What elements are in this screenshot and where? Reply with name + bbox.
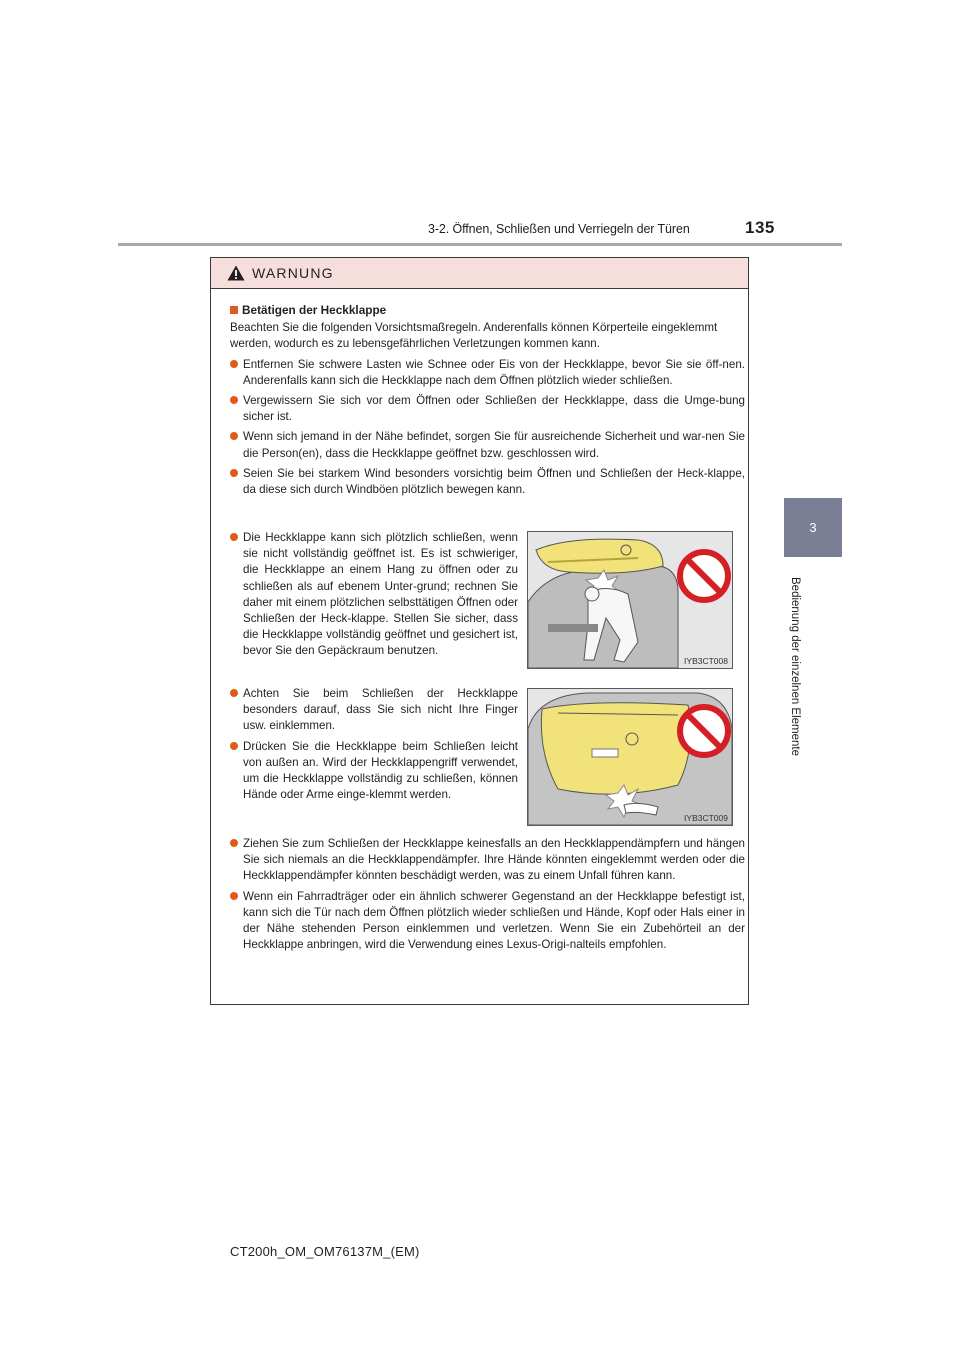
figure-tailgate-slope bbox=[527, 531, 733, 669]
list-item: Seien Sie bei starkem Wind besonders vorsichtig beim Öffnen und Schließen der Heck-klappe, da diese sich durch Windböen plötzlich bewegen kann. bbox=[230, 466, 745, 498]
chapter-tab: 3 bbox=[784, 498, 842, 557]
list-item: Vergewissern Sie sich vor dem Öffnen oder Schließen der Heckklappe, dass die Umge-bung sicher ist. bbox=[230, 393, 745, 425]
list-item: Wenn sich jemand in der Nähe befindet, sorgen Sie für ausreichende Sicherheit und war-nen Sie die Person(en), dass die Heckklappe geöffnet bzw. geschlossen wird. bbox=[230, 429, 745, 461]
warning-box bbox=[210, 257, 749, 1005]
warning-heading: WARNUNG bbox=[252, 265, 334, 281]
chapter-label: Bedienung der einzelnen Elemente bbox=[789, 577, 801, 757]
section-title: Betätigen der Heckklappe bbox=[230, 302, 745, 318]
tailgate-closing-illustration bbox=[528, 532, 732, 668]
figure1-text bbox=[230, 530, 518, 660]
bullet-dot-icon bbox=[230, 892, 238, 900]
list-item: Achten Sie beim Schließen der Heckklappe besonders darauf, dass Sie sich nicht Ihre Finger usw. einklemmen. bbox=[230, 686, 518, 735]
bullet-dot-icon bbox=[230, 689, 238, 697]
list-item: Wenn ein Fahrradträger oder ein ähnlich schwerer Gegenstand an der Heckklappe befestigt ist, kann sich die Tür nach dem Öffnen plötzlich wieder schließen und Hände, Kopf oder Hals einer in der Nähe stehenden Person einklemmen und verletzen. Wenn Sie ein Zubehörteil an der Heckklappe anbringen, wird die Verwendung eines Lexus-Origi-nalteils empfohlen. bbox=[230, 889, 745, 954]
bullet-dot-icon bbox=[230, 360, 238, 368]
bullet-dot-icon bbox=[230, 742, 238, 750]
list-item: Drücken Sie die Heckklappe beim Schließen leicht von außen an. Wird der Heckklappengriff verwendet, um die Heckklappe vollständig zu schließen, können Hände oder Arme einge-klemmt werden. bbox=[230, 739, 518, 804]
list-item: Die Heckklappe kann sich plötzlich schließen, wenn sie nicht vollständig geöffnet ist. Es ist schwieriger, die Heckklappe an einem Hang zu öffnen oder zu schließen als auf ebenem Unter-grund; rechnen Sie daher mit einem plötzlichen selbsttätigen Öffnen oder Schließen der Heck-klappe. Stellen Sie sicher, dass die Heckklappe vollständig geöffnet und gesichert ist, bevor Sie den Gepäckraum benutzen. bbox=[230, 530, 518, 660]
list-item: Entfernen Sie schwere Lasten wie Schnee oder Eis von der Heckklappe, bevor Sie sie öff-nen. Anderenfalls kann sich die Heckklappe nach dem Öffnen plötzlich wieder schließen. bbox=[230, 357, 745, 389]
list-item: Ziehen Sie zum Schließen der Heckklappe keinesfalls an den Heckklappendämpfern und hängen Sie sich niemals an die Heckklappendämpfer. Ihre Hände könnten eingeklemmt werden oder die Heckklappendämpfer könnten beschädigt werden, was zu einem Unfall führen kann. bbox=[230, 836, 745, 885]
warning-content-bottom bbox=[230, 836, 745, 953]
figure-tailgate-fingers bbox=[527, 688, 733, 826]
warning-triangle-icon bbox=[227, 265, 245, 281]
figure-code: IYB3CT009 bbox=[684, 813, 728, 823]
tailgate-finger-illustration bbox=[528, 689, 732, 825]
page-number: 135 bbox=[745, 218, 775, 237]
bullet-dot-icon bbox=[230, 432, 238, 440]
bullet-dot-icon bbox=[230, 533, 238, 541]
intro-text: Beachten Sie die folgenden Vorsichtsmaßregeln. Anderenfalls können Körperteile eingeklemmt werden, wodurch es zu lebensgefährlichen Verletzungen kommen kann. bbox=[230, 321, 718, 351]
warning-header bbox=[211, 258, 748, 289]
bullet-dot-icon bbox=[230, 396, 238, 404]
bullet-dot-icon bbox=[230, 469, 238, 477]
warning-content-top bbox=[230, 302, 745, 498]
bullet-dot-icon bbox=[230, 839, 238, 847]
square-bullet-icon bbox=[230, 306, 238, 314]
figure-code: IYB3CT008 bbox=[684, 656, 728, 666]
figure2-text bbox=[230, 686, 518, 803]
header-title: 3-2. Öffnen, Schließen und Verriegeln der Türen bbox=[428, 222, 690, 236]
footer-doc-id: CT200h_OM_OM76137M_(EM) bbox=[230, 1244, 420, 1259]
header-rule bbox=[118, 243, 842, 246]
